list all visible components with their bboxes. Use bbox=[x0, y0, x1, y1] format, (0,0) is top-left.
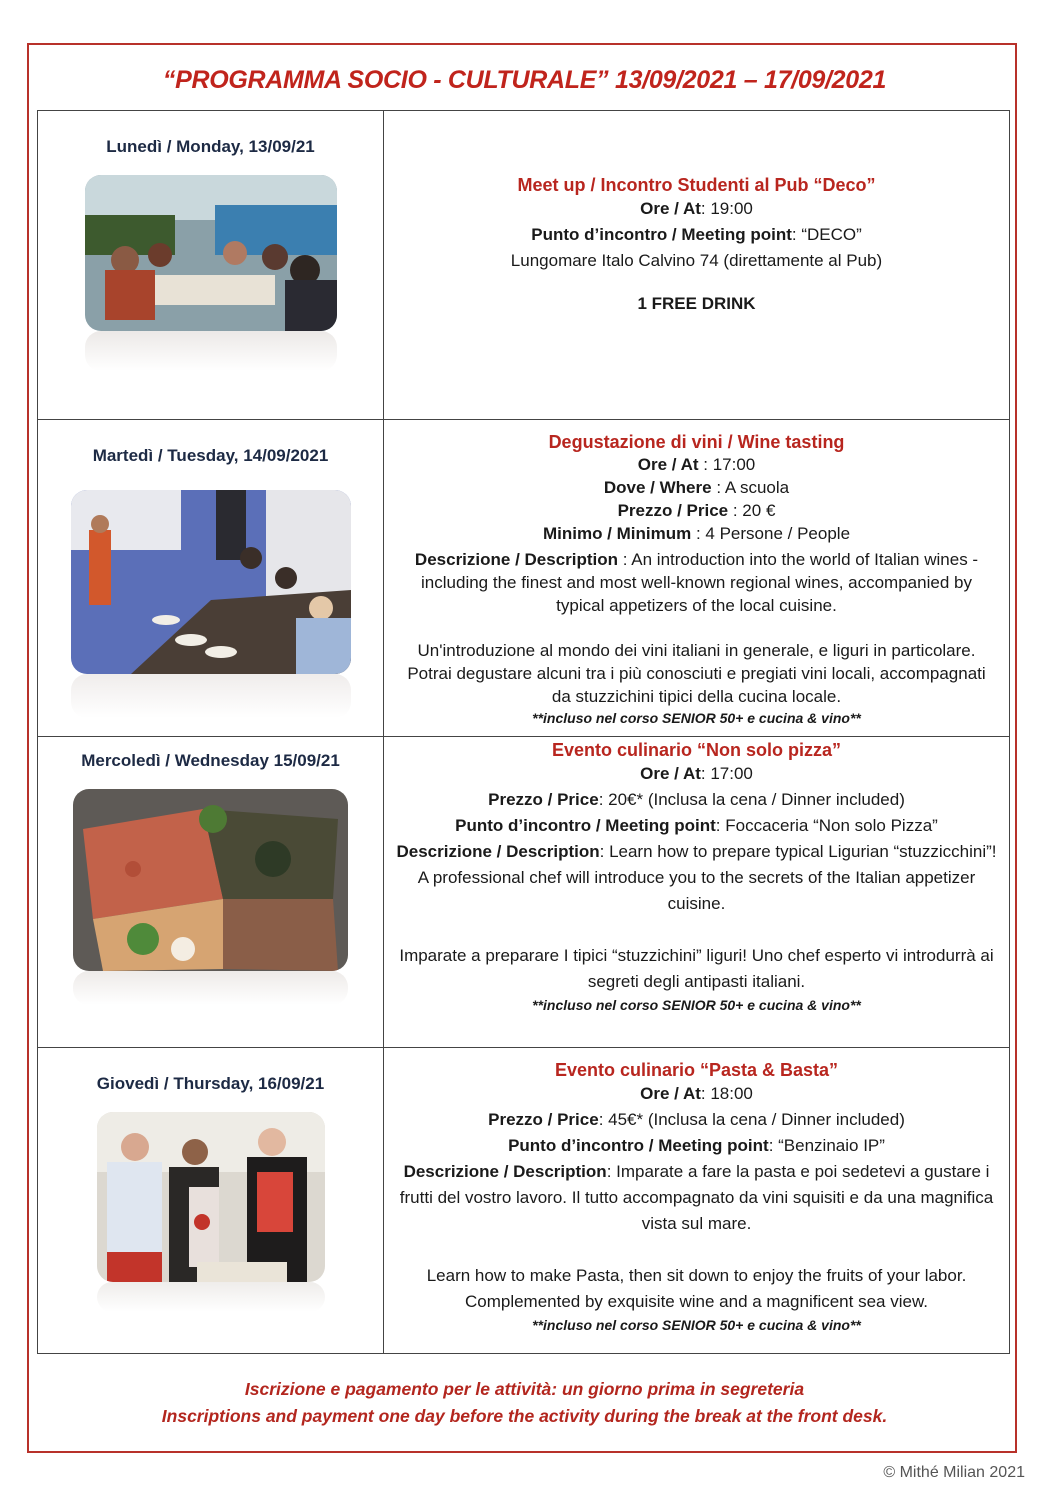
event-meeting-point bbox=[384, 1133, 1009, 1159]
description-label: Descrizione / Description bbox=[403, 1162, 607, 1181]
event-meeting-point bbox=[384, 813, 1009, 839]
time-label: Ore / At bbox=[640, 199, 701, 218]
event-time bbox=[384, 1081, 1009, 1107]
day-label: Lunedì / Monday, 13/09/21 bbox=[106, 137, 315, 156]
event-row-tuesday bbox=[38, 420, 1010, 737]
time-label: Ore / At bbox=[640, 764, 701, 783]
event-minimum bbox=[384, 522, 1009, 545]
photo-pasta-cooking bbox=[97, 1112, 325, 1282]
description-value: : Learn how to prepare typical Ligurian “stuzzicchini”! A professional chef will introduce you to the secrets of the Italian appetizer cuisine. bbox=[417, 842, 997, 913]
photo-reflection bbox=[85, 331, 337, 371]
day-label: Martedì / Tuesday, 14/09/2021 bbox=[92, 446, 329, 465]
event-cell bbox=[384, 111, 1010, 420]
event-description bbox=[384, 839, 1009, 917]
photo-pub-meetup bbox=[85, 175, 337, 331]
description-value: : An introduction into the world of Italian wines - including the finest and most well-known regional wines, accompanied by typical appetizers of the local cuisine. bbox=[421, 550, 979, 615]
event-title: Evento culinario “Pasta & Basta” bbox=[554, 1060, 839, 1080]
day-label: Mercoledì / Wednesday 15/09/21 bbox=[81, 751, 340, 770]
price-label: Prezzo / Price bbox=[488, 790, 599, 809]
time-value: : 18:00 bbox=[700, 1084, 753, 1103]
event-title: Degustazione di vini / Wine tasting bbox=[548, 432, 845, 452]
day-cell bbox=[38, 111, 384, 420]
event-time bbox=[384, 196, 1009, 222]
event-address: Lungomare Italo Calvino 74 (direttamente al Pub) bbox=[510, 251, 883, 270]
event-where bbox=[384, 476, 1009, 499]
course-note: **incluso nel corso SENIOR 50+ e cucina & vino** bbox=[532, 710, 861, 726]
event-row-wednesday bbox=[38, 737, 1010, 1048]
event-description-italian: Un'introduzione al mondo dei vini italiani in generale, e liguri in particolare. Potrai degustare alcuni tra i più conosciuti e pregiati vini locali, accompagnati da stuzzichini tipici della cucina locale. bbox=[407, 641, 986, 706]
description-label: Descrizione / Description bbox=[414, 550, 619, 569]
meeting-label: Punto d’incontro / Meeting point bbox=[508, 1136, 769, 1155]
price-label: Prezzo / Price bbox=[488, 1110, 599, 1129]
event-meeting-point bbox=[384, 222, 1009, 248]
description-label: Descrizione / Description bbox=[396, 842, 600, 861]
event-title: Meet up / Incontro Studenti al Pub “Deco” bbox=[517, 175, 876, 195]
price-value: : 45€* (Inclusa la cena / Dinner included) bbox=[598, 1110, 905, 1129]
event-row-monday bbox=[38, 111, 1010, 420]
time-label: Ore / At bbox=[640, 1084, 701, 1103]
event-description-english: Learn how to make Pasta, then sit down to enjoy the fruits of your labor. Complemented by exquisite wine and a magnificent sea view. bbox=[426, 1266, 967, 1311]
course-note: **incluso nel corso SENIOR 50+ e cucina & vino** bbox=[532, 997, 861, 1013]
meeting-label: Punto d’incontro / Meeting point bbox=[455, 816, 716, 835]
event-price bbox=[384, 1107, 1009, 1133]
meeting-value: : Foccaceria “Non solo Pizza” bbox=[715, 816, 938, 835]
course-note: **incluso nel corso SENIOR 50+ e cucina & vino** bbox=[532, 1317, 861, 1333]
event-price bbox=[384, 787, 1009, 813]
description-value: : Imparate a fare la pasta e poi sedetevi a gustare i frutti del vostro lavoro. Il tutto accompagnato da vini squisiti e da una magnifica vista sul mare. bbox=[399, 1162, 994, 1233]
day-cell bbox=[38, 1048, 384, 1354]
time-label: Ore / At bbox=[637, 455, 699, 474]
event-description-italian: Imparate a preparare I tipici “stuzzichini” liguri! Uno chef esperto vi introdurrà ai segreti degli antipasti italiani. bbox=[399, 946, 994, 991]
event-time bbox=[384, 761, 1009, 787]
photo-reflection bbox=[73, 971, 348, 1005]
price-value: : 20€* (Inclusa la cena / Dinner included) bbox=[598, 790, 905, 809]
event-price bbox=[384, 499, 1009, 522]
event-time bbox=[384, 453, 1009, 476]
photo-wine-tasting bbox=[71, 490, 351, 674]
footer-line-italian: Iscrizione e pagamento per le attività: un giorno prima in segreteria bbox=[244, 1379, 805, 1399]
time-value: : 17:00 bbox=[700, 764, 753, 783]
free-drink: 1 FREE DRINK bbox=[637, 294, 756, 313]
event-cell bbox=[384, 420, 1010, 737]
meeting-value: : “DECO” bbox=[791, 225, 862, 244]
photo-pizza bbox=[73, 789, 348, 971]
where-value: : A scuola bbox=[711, 478, 790, 497]
footer-line-english: Inscriptions and payment one day before the activity during the break at the front desk. bbox=[161, 1406, 888, 1426]
minimum-label: Minimo / Minimum bbox=[542, 524, 692, 543]
event-description bbox=[384, 548, 1009, 617]
day-cell bbox=[38, 737, 384, 1048]
program-table bbox=[37, 110, 1010, 1354]
price-label: Prezzo / Price bbox=[617, 501, 729, 520]
day-label: Giovedì / Thursday, 16/09/21 bbox=[96, 1074, 325, 1093]
copyright: © Mithé Milian 2021 bbox=[883, 1464, 1025, 1481]
event-cell bbox=[384, 737, 1010, 1048]
event-cell bbox=[384, 1048, 1010, 1354]
time-value: : 17:00 bbox=[698, 455, 756, 474]
event-row-thursday bbox=[38, 1048, 1010, 1354]
minimum-value: : 4 Persone / People bbox=[691, 524, 851, 543]
photo-reflection bbox=[71, 674, 351, 718]
event-description bbox=[384, 1159, 1009, 1237]
price-value: : 20 € bbox=[728, 501, 776, 520]
time-value: : 19:00 bbox=[700, 199, 753, 218]
meeting-label: Punto d’incontro / Meeting point bbox=[531, 225, 792, 244]
day-cell bbox=[38, 420, 384, 737]
page-title: “PROGRAMMA SOCIO - CULTURALE” 13/09/2021 – 17/09/2021 bbox=[162, 66, 887, 94]
event-title: Evento culinario “Non solo pizza” bbox=[551, 740, 842, 760]
where-label: Dove / Where bbox=[603, 478, 712, 497]
photo-reflection bbox=[97, 1282, 325, 1312]
meeting-value: : “Benzinaio IP” bbox=[768, 1136, 885, 1155]
